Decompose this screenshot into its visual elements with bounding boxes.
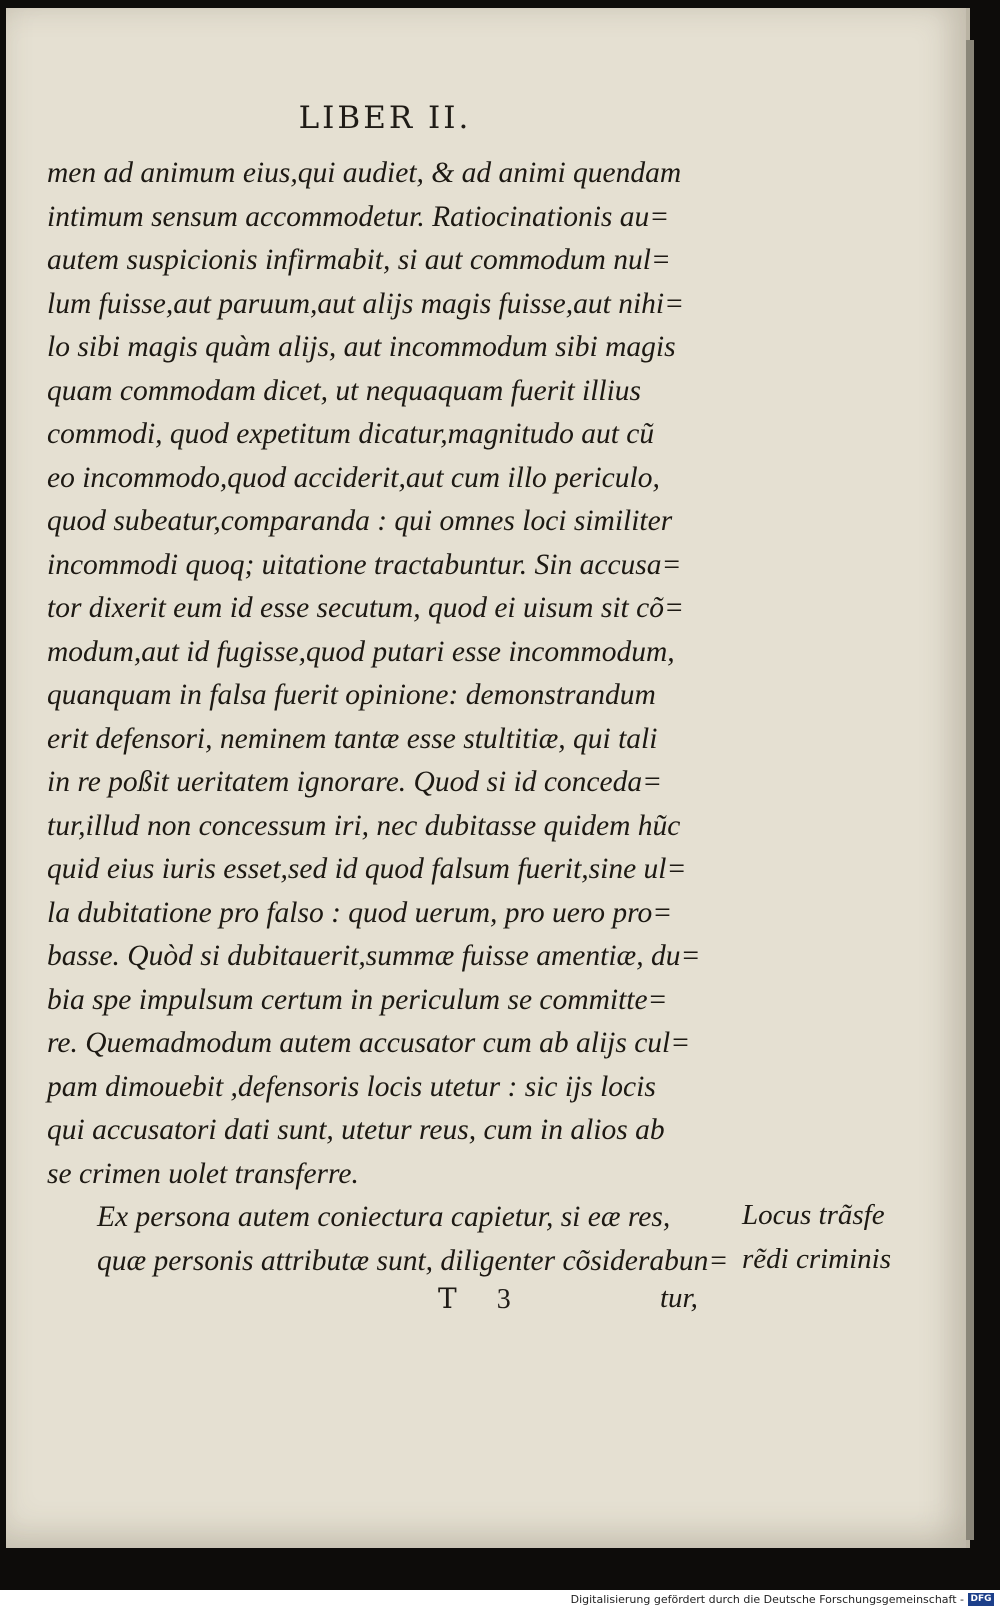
- text-line: se crimen uolet transferre.: [47, 1157, 359, 1190]
- text-line: re. Quemadmodum autem accusator cum ab alijs cul=: [47, 1027, 691, 1059]
- text-line: quam commodam dicet, ut nequaquam fuerit illius: [47, 374, 642, 407]
- signature-letter: T: [438, 1282, 457, 1315]
- marginal-note: [742, 1194, 942, 1281]
- text-line: la dubitatione pro falso : quod uerum, pro uero pro=: [47, 896, 673, 929]
- text-line: incommodi quoq; uitatione tractabuntur. Sin accusa=: [47, 548, 682, 581]
- text-line: erit defensori, neminem tantæ esse stultitiæ, qui tali: [47, 722, 658, 755]
- page-edge: [966, 40, 974, 1540]
- paragraph-start-line: Ex persona autem coniectura capietur, si eæ res,: [97, 1201, 671, 1233]
- marginal-note-line: Locus trãsfe: [742, 1199, 885, 1231]
- text-line: pam dimouebit ,defensoris locis utetur : sic ijs locis: [47, 1070, 656, 1103]
- text-line: men ad animum eius,qui audiet, & ad animi quendam: [47, 157, 682, 189]
- signature-number: 3: [496, 1284, 511, 1315]
- text-line: quid eius iuris esset,sed id quod falsum fuerit,sine ul=: [47, 853, 687, 885]
- text-line: intimum sensum accommodetur. Ratiocinationis au=: [47, 200, 670, 233]
- text-line: modum,aut id fugisse,quod putari esse incommodum,: [47, 635, 675, 668]
- text-line: in re poßit ueritatem ignorare. Quod si id conceda=: [47, 766, 663, 798]
- marginal-note-line: rẽdi criminis: [742, 1242, 892, 1275]
- running-head: LIBER II.: [298, 100, 472, 136]
- text-line: bia spe impulsum certum in periculum se committe=: [47, 983, 668, 1016]
- text-line: commodi, quod expetitum dicatur,magnitudo aut cũ: [47, 418, 655, 450]
- text-line: lum fuisse,aut paruum,aut alijs magis fuisse,aut nihi=: [47, 287, 684, 320]
- text-line: qui accusatori dati sunt, utetur reus, cum in alios ab: [47, 1114, 665, 1146]
- catchword: tur,: [660, 1282, 698, 1314]
- dfg-logo-icon: DFG: [968, 1593, 994, 1606]
- text-line: quanquam in falsa fuerit opinione: demonstrandum: [47, 679, 656, 711]
- text-line: tur,illud non concessum iri, nec dubitasse quidem hũc: [47, 809, 681, 842]
- digitization-credit: Digitalisierung gefördert durch die Deutsche Forschungsgemeinschaft -: [570, 1593, 964, 1606]
- signature-mark: [438, 1282, 511, 1316]
- text-line: tor dixerit eum id esse secutum, quod ei uisum sit cõ=: [47, 592, 684, 624]
- text-line: lo sibi magis quàm alijs, aut incommodum sibi magis: [47, 331, 676, 363]
- text-line: quod subeatur,comparanda : qui omnes loci similiter: [47, 505, 673, 537]
- text-line: basse. Quòd si dubitauerit,summæ fuisse amentiæ, du=: [47, 940, 701, 972]
- text-line: autem suspicionis infirmabit, si aut commodum nul=: [47, 244, 671, 276]
- text-line: eo incommodo,quod acciderit,aut cum illo periculo,: [47, 461, 660, 494]
- main-text: [47, 152, 727, 1283]
- text-line: quæ personis attributæ sunt, diligenter cõsiderabun=: [97, 1244, 729, 1277]
